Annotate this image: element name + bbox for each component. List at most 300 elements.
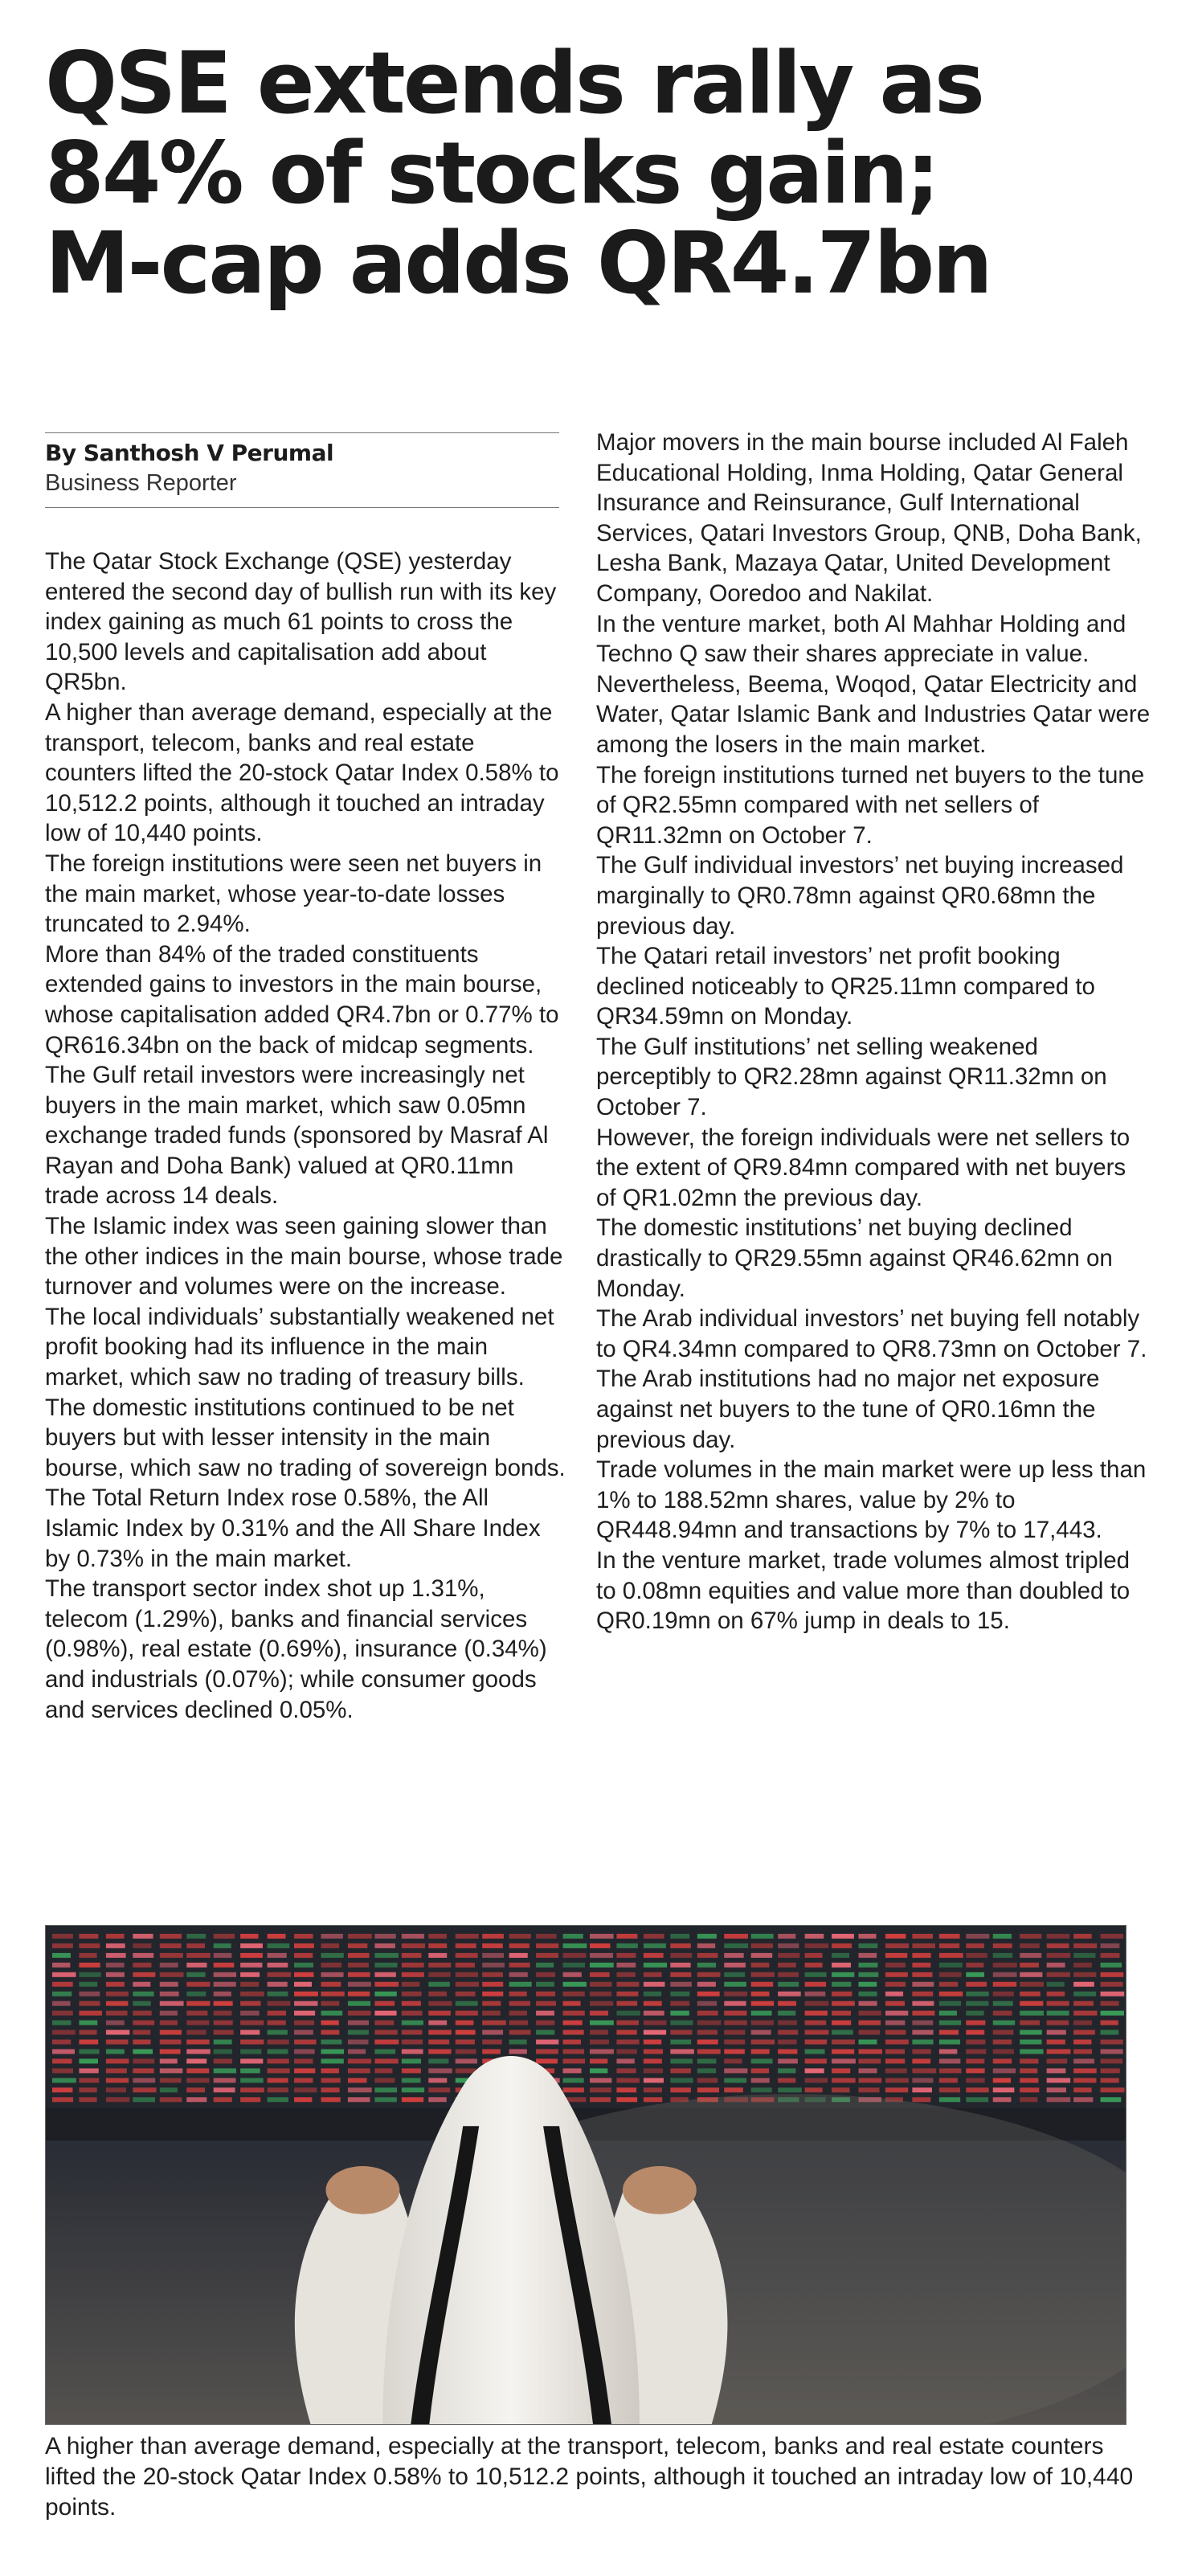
ticker-cell (616, 2040, 639, 2045)
ticker-cell (133, 1992, 153, 1997)
ticker-cell (885, 2040, 909, 2045)
ticker-cell (644, 1972, 662, 1977)
ticker-cell (939, 1953, 963, 1958)
byline-author: By Santhosh V Perumal (45, 440, 334, 466)
ticker-cell (1101, 2087, 1125, 2092)
ticker-cell (832, 1953, 849, 1958)
ticker-cell (214, 1992, 231, 1997)
ticker-cell (482, 2001, 501, 2006)
ticker-cell (186, 1934, 206, 1939)
ticker-cell (590, 2058, 607, 2063)
ticker-cell (348, 2021, 369, 2025)
ticker-cell (456, 2040, 475, 2045)
ticker-cell (79, 2040, 98, 2045)
ticker-cell (456, 2030, 476, 2035)
ticker-cell (724, 1943, 748, 1948)
ticker-cell (885, 1963, 906, 1968)
ticker-cell (268, 1982, 288, 1987)
ticker-cell (1020, 1982, 1044, 1987)
ticker-cell (133, 1972, 155, 1977)
ticker-cell (106, 2040, 129, 2045)
ticker-cell (106, 2078, 129, 2083)
ticker-cell (160, 2050, 181, 2054)
ticker-cell (79, 1963, 100, 1968)
photo-caption: A higher than average demand, especially at the transport, telecom, banks and real estate counters lifted the 20-stock Qatar Index 0.58% to 10,512.2 points, although it touched an intraday low of 10,440 points. (45, 2433, 1134, 2521)
ticker-cell (939, 1972, 962, 1977)
ticker-cell (832, 2001, 855, 2006)
ticker-cell (616, 1982, 639, 1987)
ticker-cell (1047, 1943, 1069, 1948)
ticker-cell (374, 1943, 395, 1948)
ticker-cell (294, 2021, 314, 2025)
ticker-cell (240, 2050, 261, 2054)
ticker-cell (482, 1934, 504, 1939)
ticker-cell (1101, 2097, 1122, 2102)
ticker-cell (616, 2011, 640, 2016)
ticker-cell (858, 1943, 877, 1948)
ticker-cell (374, 2040, 399, 2045)
ticker-cell (885, 2011, 908, 2016)
ticker-cell (509, 1992, 527, 1997)
ticker-cell (697, 2040, 718, 2045)
ticker-cell (186, 2097, 206, 2102)
ticker-cell (563, 2087, 584, 2092)
ticker-cell (186, 2078, 209, 2083)
ticker-cell (536, 1943, 558, 1948)
ticker-cell (1047, 1992, 1065, 1997)
ticker-cell (186, 2030, 206, 2035)
ticker-cell (1101, 2021, 1118, 2025)
ticker-cell (402, 1943, 425, 1948)
headline: QSE extends rally as 84% of stocks gain; M-cap adds QR4.7bn (45, 34, 991, 313)
ticker-cell (805, 2068, 824, 2073)
ticker-cell (912, 2087, 932, 2092)
ticker-cell (563, 2001, 581, 2006)
ticker-cell (778, 2068, 795, 2073)
ticker-cell (509, 2050, 527, 2054)
ticker-cell (428, 1934, 447, 1939)
ticker-cell (1073, 2040, 1091, 2045)
ticker-cell (778, 1992, 801, 1997)
ticker-cell (1073, 1963, 1092, 1968)
ticker-cell (644, 1992, 661, 1997)
ticker-cell (294, 2087, 317, 2092)
ticker-cell (482, 1963, 505, 1968)
ticker-cell (160, 2021, 178, 2025)
ticker-cell (616, 2078, 640, 2083)
ticker-cell (106, 2030, 129, 2035)
ticker-cell (536, 2050, 558, 2054)
paragraph: Trade volumes in the main market were up less than 1% to 188.52mn shares, value by 2% to QR448.94mn and transactions by 7% to 17,443. (596, 1456, 1147, 1544)
ticker-cell (186, 2058, 206, 2063)
ticker-cell (670, 2021, 693, 2025)
ticker-cell (590, 2068, 607, 2073)
ticker-cell (1073, 2030, 1095, 2035)
paragraph: The Qatari retail investors’ net profit booking declined noticeably to QR25.11mn compared to QR34.59mn on Monday. (596, 943, 1095, 1030)
ticker-cell (966, 2087, 988, 2092)
ticker-cell (321, 2030, 339, 2035)
ticker-cell (644, 2011, 664, 2016)
ticker-cell (697, 2011, 718, 2016)
ticker-cell (268, 1972, 292, 1977)
ticker-cell (402, 2030, 422, 2035)
ticker-cell (670, 2011, 689, 2016)
ticker-cell (993, 1934, 1012, 1939)
ticker-cell (214, 2011, 232, 2016)
trader-photo (45, 1925, 1126, 2425)
ticker-cell (616, 2021, 639, 2025)
ticker-cell (186, 2068, 209, 2073)
ticker-cell (348, 1972, 370, 1977)
ticker-cell (1073, 2058, 1094, 2063)
ticker-cell (268, 1963, 288, 1968)
ticker-cell (966, 2097, 988, 2102)
ticker-cell (374, 1953, 399, 1958)
ticker-cell (1101, 2030, 1119, 2035)
ticker-cell (456, 1972, 478, 1977)
ticker-cell (402, 2011, 423, 2016)
ticker-cell (321, 2011, 342, 2016)
ticker-cell (1101, 2058, 1123, 2063)
ticker-cell (428, 2050, 451, 2054)
ticker-cell (805, 1934, 824, 1939)
ticker-cell (644, 2021, 666, 2025)
ticker-cell (482, 2011, 501, 2016)
ticker-cell (402, 2040, 423, 2045)
ticker-cell (751, 2030, 771, 2035)
ticker-cell (79, 2068, 98, 2073)
ticker-cell (536, 1934, 557, 1939)
ticker-cell (214, 2078, 236, 2083)
ticker-cell (912, 1934, 933, 1939)
ticker-cell (751, 2040, 775, 2045)
ticker-cell (133, 2011, 151, 2016)
ticker-cell (670, 2030, 692, 2035)
ticker-cell (832, 2040, 855, 2045)
ticker-cell (456, 2058, 477, 2063)
ticker-cell (993, 1982, 1016, 1987)
ticker-cell (348, 1943, 367, 1948)
ticker-cell (670, 1972, 691, 1977)
ticker-cell (374, 2011, 396, 2016)
ticker-cell (214, 2097, 232, 2102)
ticker-cell (509, 2030, 531, 2035)
ticker-cell (428, 2040, 449, 2045)
ticker-cell (214, 2021, 233, 2025)
ticker-cell (160, 1982, 178, 1987)
ticker-cell (912, 1943, 935, 1948)
ticker-cell (428, 1963, 451, 1968)
paragraph: Nevertheless, Beema, Woqod, Qatar Electricity and Water, Qatar Islamic Bank and Industries Qatar were among the losers in the main market. (596, 670, 1151, 758)
ticker-cell (778, 1934, 795, 1939)
ticker-cell (778, 1943, 799, 1948)
ticker-cell (939, 2040, 960, 2045)
ticker-cell (697, 1972, 721, 1977)
ticker-cell (563, 2068, 582, 2073)
ticker-cell (644, 2058, 662, 2063)
ticker-cell (1047, 1982, 1065, 1987)
byline-role: Business Reporter (45, 470, 237, 496)
ticker-cell (805, 2058, 827, 2063)
ticker-cell (456, 2011, 478, 2016)
ticker-cell (509, 2040, 527, 2045)
ticker-cell (106, 1982, 125, 1987)
ticker-cell (939, 1943, 959, 1948)
ticker-cell (885, 1943, 909, 1948)
ticker-cell (1020, 2068, 1037, 2073)
ticker-cell (670, 2058, 693, 2063)
ticker-cell (348, 1963, 369, 1968)
ticker-cell (186, 1982, 210, 1987)
ticker-cell (456, 2050, 476, 2054)
ticker-cell (240, 1934, 258, 1939)
ticker-cell (563, 2058, 586, 2063)
ticker-cell (912, 1992, 933, 1997)
ticker-cell (697, 2068, 716, 2073)
ticker-cell (214, 1972, 236, 1977)
ticker-cell (993, 2001, 1013, 2006)
ticker-cell (939, 1963, 963, 1968)
ticker-cell (79, 2021, 97, 2025)
ticker-cell (186, 1963, 206, 1968)
ticker-cell (697, 1934, 717, 1939)
ticker-cell (374, 1972, 395, 1977)
ticker-cell (79, 1992, 100, 1997)
ticker-cell (805, 2040, 828, 2045)
ticker-cell (885, 2087, 908, 2092)
ticker-cell (321, 1943, 339, 1948)
ticker-cell (751, 2001, 774, 2006)
ticker-cell (428, 2078, 447, 2083)
paragraph: The Total Return Index rose 0.58%, the All Islamic Index by 0.31% and the All Share Index by 0.73% in the main market. (45, 1485, 541, 1572)
ticker-cell (214, 2030, 234, 2035)
ticker-cell (563, 2021, 583, 2025)
ticker-cell (912, 2078, 933, 2083)
ticker-cell (106, 1934, 125, 1939)
ticker-cell (590, 2021, 614, 2025)
ticker-cell (563, 1982, 587, 1987)
ticker-cell (294, 2030, 313, 2035)
ticker-cell (751, 2058, 773, 2063)
ticker-cell (52, 2058, 72, 2063)
ticker-cell (456, 2021, 474, 2025)
ticker-cell (240, 1953, 263, 1958)
ticker-cell (160, 2001, 184, 2006)
ticker-cell (966, 1934, 989, 1939)
ticker-cell (456, 2068, 476, 2073)
ticker-cell (214, 1963, 235, 1968)
ticker-cell (697, 2021, 722, 2025)
ticker-cell (993, 2087, 1015, 2092)
ticker-cell (321, 2040, 341, 2045)
ticker-cell (590, 1972, 610, 1977)
ticker-cell (563, 1992, 585, 1997)
ticker-cell (536, 1982, 554, 1987)
ticker-cell (939, 2078, 958, 2083)
ticker-cell (697, 1943, 715, 1948)
ticker-cell (912, 1972, 932, 1977)
ticker-cell (268, 1992, 288, 1997)
ticker-cell (240, 1992, 264, 1997)
ticker-cell (993, 2097, 1012, 2102)
ticker-cell (348, 1992, 370, 1997)
ticker-cell (805, 2030, 829, 2035)
ticker-cell (966, 2078, 984, 2083)
ticker-cell (1073, 2011, 1097, 2016)
ticker-cell (52, 2078, 76, 2083)
ticker-cell (751, 2087, 772, 2092)
ticker-cell (133, 2097, 155, 2102)
ticker-cell (939, 1934, 960, 1939)
ticker-cell (1073, 1992, 1096, 1997)
ticker-cell (240, 1943, 263, 1948)
ticker-cell (1047, 2030, 1066, 2035)
ticker-cell (52, 2087, 72, 2092)
ticker-cell (536, 2011, 554, 2016)
ticker-cell (294, 1934, 313, 1939)
ticker-cell (858, 2068, 877, 2073)
ticker-cell (590, 2097, 611, 2102)
ticker-cell (805, 1943, 829, 1948)
ticker-cell (240, 1972, 260, 1977)
ticker-cell (321, 1934, 342, 1939)
ticker-cell (590, 2001, 613, 2006)
ticker-cell (1020, 1934, 1041, 1939)
ticker-cell (563, 2078, 584, 2083)
ticker-cell (133, 1934, 153, 1939)
ticker-cell (1073, 1934, 1092, 1939)
ticker-cell (1101, 1953, 1120, 1958)
ticker-cell (160, 2087, 178, 2092)
ticker-cell (321, 1963, 341, 1968)
ticker-cell (321, 2087, 339, 2092)
ticker-cell (428, 2011, 451, 2016)
trader-photo-image (46, 1926, 1126, 2424)
ticker-cell (268, 2030, 288, 2035)
ticker-cell (428, 2097, 447, 2102)
ticker-cell (858, 2001, 877, 2006)
ticker-cell (240, 2068, 260, 2073)
ticker-cell (644, 2078, 664, 2083)
ticker-cell (805, 1963, 823, 1968)
ticker-cell (106, 1972, 125, 1977)
ticker-cell (724, 1934, 748, 1939)
ticker-cell (670, 1943, 691, 1948)
ticker-cell (214, 2058, 232, 2063)
ticker-cell (939, 2058, 961, 2063)
ticker-cell (993, 2078, 1011, 2083)
ticker-cell (670, 2040, 691, 2045)
ticker-cell (778, 2087, 802, 2092)
ticker-cell (832, 2087, 849, 2092)
ticker-cell (160, 1963, 178, 1968)
ticker-cell (402, 1934, 424, 1939)
ticker-cell (590, 2040, 609, 2045)
ticker-cell (805, 2087, 823, 2092)
ticker-cell (456, 2001, 478, 2006)
ticker-cell (805, 2001, 829, 2006)
ticker-cell (858, 2030, 880, 2035)
paragraph: In the venture market, trade volumes almost tripled to 0.08mn equities and value more than doubled to QR0.19mn on 67% jump in deals to 15. (596, 1546, 1131, 1635)
ticker-cell (670, 1934, 689, 1939)
ticker-cell (456, 1963, 475, 1968)
ticker-cell (456, 1943, 476, 1948)
ticker-cell (778, 2040, 797, 2045)
ticker-cell (751, 2011, 772, 2016)
ticker-cell (294, 1992, 318, 1997)
ticker-cell (590, 2011, 608, 2016)
ticker-cell (670, 2050, 694, 2054)
ticker-cell (993, 2021, 1015, 2025)
ticker-cell (778, 2058, 798, 2063)
ticker-cell (294, 2011, 315, 2016)
ticker-cell (778, 2050, 797, 2054)
ticker-cell (374, 1963, 397, 1968)
ticker-cell (966, 2001, 988, 2006)
ticker-cell (858, 2021, 881, 2025)
paragraph: The foreign institutions turned net buyers to the tune of QR2.55mn compared with net sellers of QR11.32mn on October 7. (596, 761, 1145, 849)
ticker-cell (321, 2097, 340, 2102)
ticker-cell (348, 2068, 370, 2073)
ticker-cell (993, 2050, 1014, 2054)
ticker-cell (616, 1992, 638, 1997)
ticker-cell (186, 1972, 205, 1977)
ticker-cell (670, 2078, 693, 2083)
ticker-cell (697, 1982, 716, 1987)
ticker-cell (294, 1982, 312, 1987)
paragraph: The transport sector index shot up 1.31%, telecom (1.29%), banks and financial services (0.98%), real estate (0.69%), insurance (0.34%) and industrials (0.07%); while consumer goods and services declined 0.05%. (45, 1575, 547, 1723)
ticker-cell (858, 1982, 877, 1987)
ticker-cell (751, 1943, 773, 1948)
ticker-cell (133, 2040, 150, 2045)
paragraph: The Islamic index was seen gaining slower than the other indices in the main bourse, whose trade turnover and volumes were on the increase. (45, 1213, 563, 1300)
ticker-cell (160, 2030, 182, 2035)
ticker-cell (590, 1992, 611, 1997)
ticker-cell (106, 2058, 129, 2063)
ticker-cell (133, 2078, 155, 2083)
ticker-cell (482, 2021, 506, 2025)
ticker-cell (186, 1943, 205, 1948)
ticker-cell (374, 2030, 397, 2035)
ticker-cell (133, 2021, 154, 2025)
ticker-cell (268, 2087, 288, 2092)
ticker-cell (106, 2097, 130, 2102)
ticker-cell (563, 1963, 586, 1968)
ticker-cell (374, 2001, 395, 2006)
ticker-cell (294, 1953, 313, 1958)
ticker-cell (294, 1943, 314, 1948)
ticker-cell (751, 1982, 773, 1987)
ticker-cell (428, 2087, 450, 2092)
ticker-cell (751, 2050, 770, 2054)
ticker-cell (482, 1943, 503, 1948)
ticker-cell (374, 2021, 394, 2025)
ticker-cell (966, 1972, 984, 1977)
ticker-cell (912, 2050, 930, 2054)
article-column-right (596, 428, 1151, 1636)
ticker-cell (751, 2078, 770, 2083)
ticker-cell (616, 2087, 636, 2092)
ticker-cell (133, 2058, 154, 2063)
ticker-cell (1101, 2001, 1119, 2006)
ticker-cell (1101, 1963, 1122, 1968)
ticker-cell (428, 1992, 447, 1997)
ticker-cell (1047, 2011, 1069, 2016)
ticker-cell (805, 1982, 826, 1987)
ticker-cell (670, 1963, 690, 1968)
ticker-cell (1047, 2040, 1065, 2045)
ticker-cell (536, 1963, 554, 1968)
